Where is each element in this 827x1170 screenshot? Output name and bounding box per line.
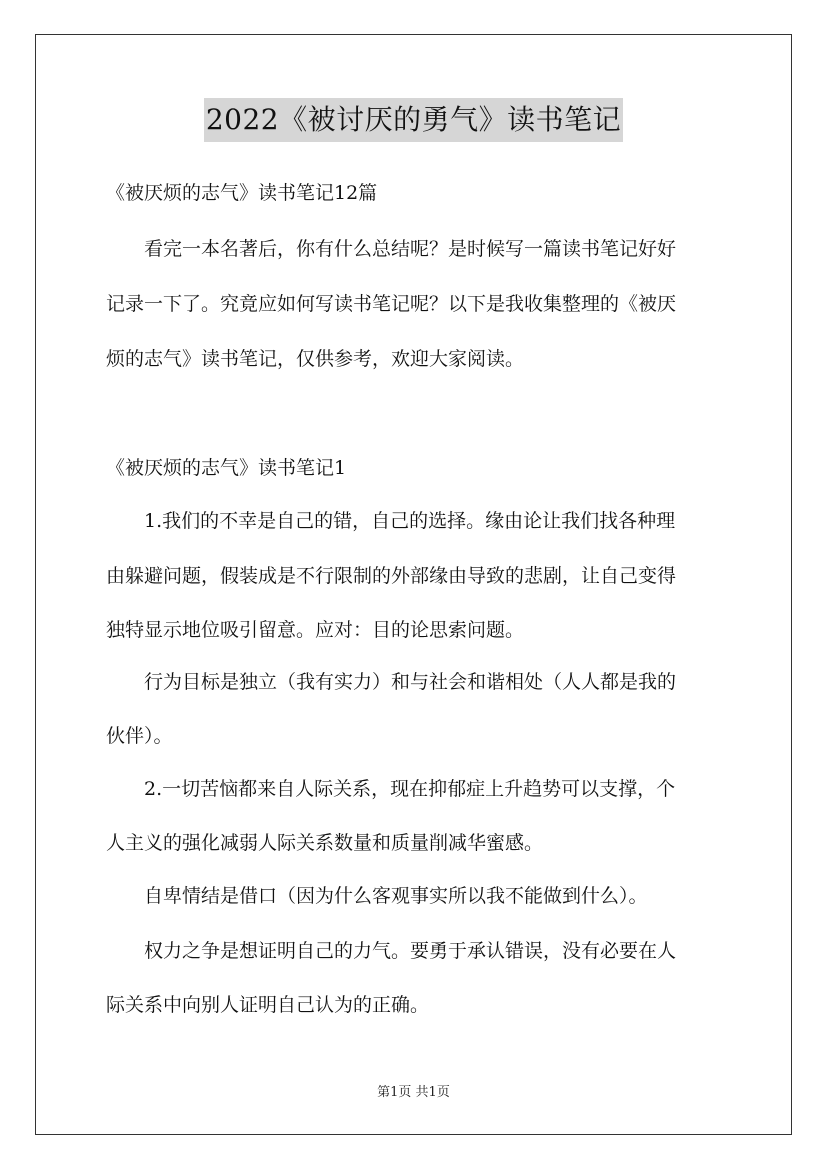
paragraph-line: 看完一本名著后，你有什么总结呢？是时候写一篇读书笔记好好 [144, 238, 677, 260]
paragraph-line: 2.一切苦恼都来自人际关系，现在抑郁症上升趋势可以支撑，个 [144, 778, 676, 800]
paragraph-line: 际关系中向别人证明自己认为的正确。 [106, 994, 430, 1016]
paragraph-line: 自卑情结是借口（因为什么客观事实所以我不能做到什么）。 [144, 885, 648, 907]
paragraph-line: 记录一下了。究竟应如何写读书笔记呢？以下是我收集整理的《被厌 [106, 293, 677, 315]
paragraph-line: 烦的志气》读书笔记，仅供参考，欢迎大家阅读。 [106, 348, 525, 370]
document-title: 2022《被讨厌的勇气》读书笔记 [204, 98, 623, 142]
paragraph-line: 权力之争是想证明自己的力气。要勇于承认错误，没有必要在人 [144, 940, 677, 962]
paragraph-line: 由躲避问题，假装成是不行限制的外部缘由导致的悲剧，让自己变得 [106, 565, 677, 587]
page-footer: 第1页 共1页 [377, 1085, 450, 1100]
title-container [0, 98, 827, 142]
paragraph-line: 1.我们的不幸是自己的错，自己的选择。缘由论让我们找各种理 [144, 510, 676, 532]
subtitle-line: 《被厌烦的志气》读书笔记12篇 [106, 182, 378, 204]
paragraph-line: 伙伴）。 [106, 725, 173, 747]
section-heading: 《被厌烦的志气》读书笔记1 [106, 457, 347, 479]
paragraph-line: 人主义的强化减弱人际关系数量和质量削减华蜜感。 [106, 832, 544, 854]
paragraph-line: 行为目标是独立（我有实力）和与社会和谐相处（人人都是我的 [144, 671, 677, 693]
paragraph-line: 独特显示地位吸引留意。应对：目的论思索问题。 [106, 619, 525, 641]
